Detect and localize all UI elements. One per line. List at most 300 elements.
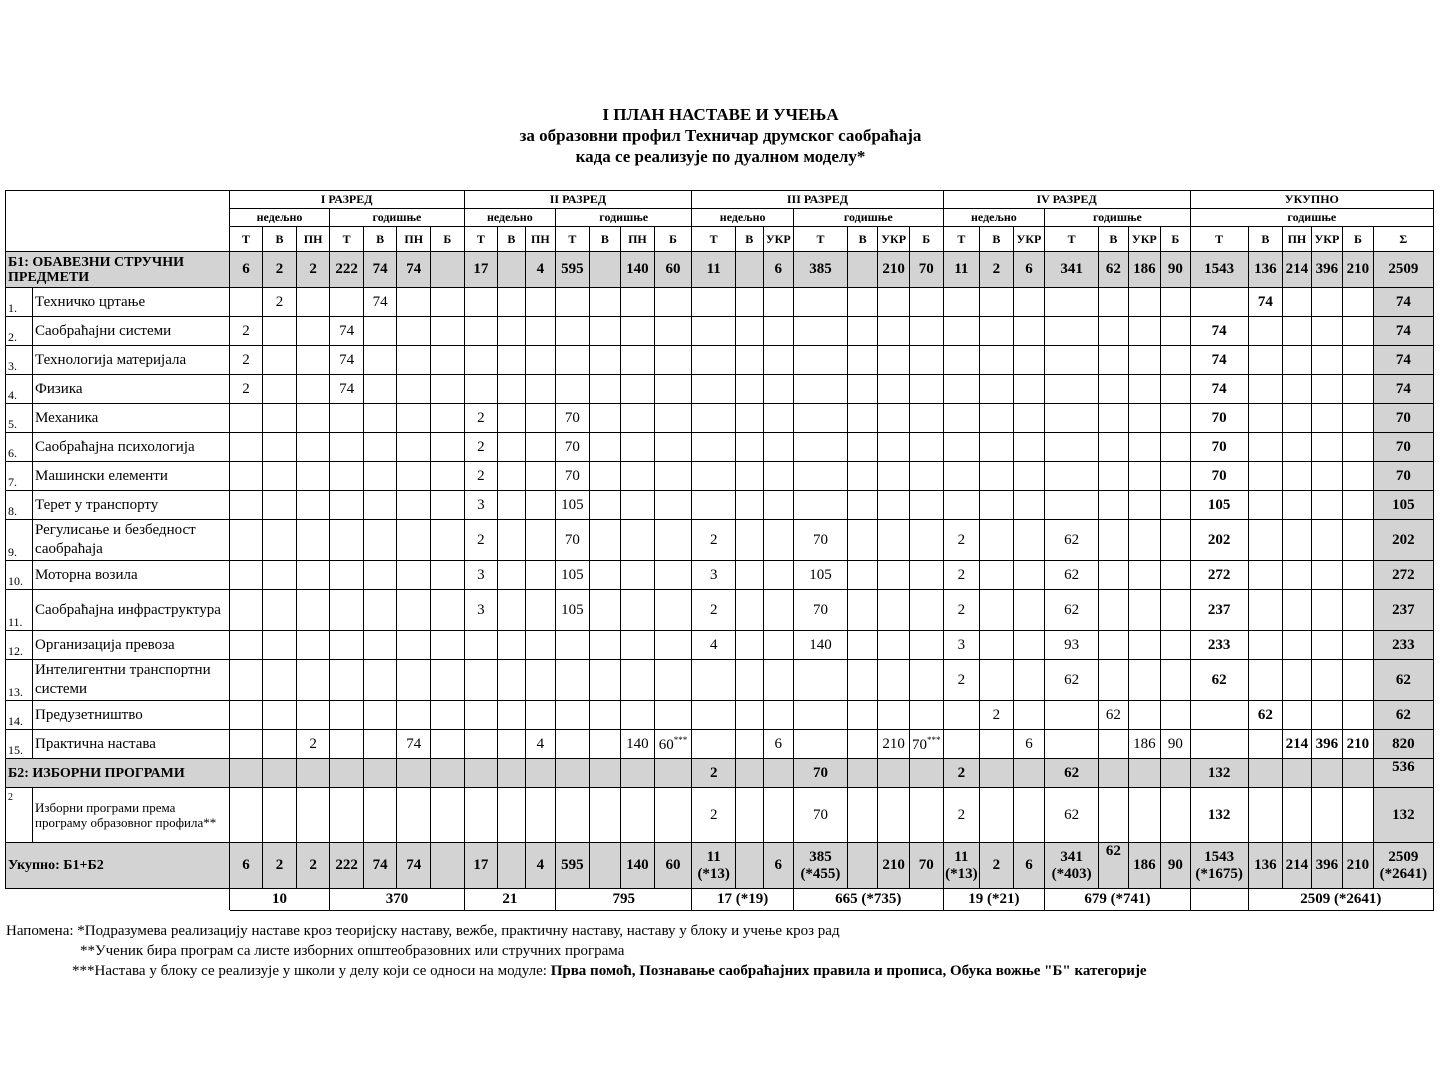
column-header: Т bbox=[1190, 227, 1248, 252]
value-cell bbox=[1099, 491, 1128, 520]
value-cell bbox=[397, 346, 431, 375]
value-cell bbox=[263, 346, 297, 375]
value-cell: 2 bbox=[692, 520, 736, 561]
column-header: Б bbox=[654, 227, 692, 252]
value-cell: 202 bbox=[1373, 520, 1433, 561]
value-cell bbox=[847, 433, 878, 462]
value-cell bbox=[794, 491, 848, 520]
value-cell bbox=[654, 375, 692, 404]
column-header: Т bbox=[229, 227, 263, 252]
column-header: В bbox=[736, 227, 763, 252]
value-cell bbox=[1311, 561, 1343, 590]
value-cell bbox=[980, 404, 1014, 433]
section2-row bbox=[6, 759, 1434, 788]
value-cell: 1543 (*1675) bbox=[1190, 843, 1248, 889]
value-cell bbox=[794, 730, 848, 759]
value-cell bbox=[1128, 375, 1161, 404]
value-cell bbox=[1099, 788, 1128, 843]
value-cell bbox=[1099, 520, 1128, 561]
column-header: УКР bbox=[878, 227, 910, 252]
value-cell: 2 bbox=[943, 561, 980, 590]
value-cell bbox=[263, 491, 297, 520]
value-cell bbox=[1013, 288, 1045, 317]
value-cell bbox=[878, 561, 910, 590]
value-cell bbox=[1161, 317, 1191, 346]
subject-name: Саобраћајни системи bbox=[35, 322, 172, 339]
column-header: ПН bbox=[397, 227, 431, 252]
value-cell: 93 bbox=[1045, 631, 1099, 660]
value-cell: 186 bbox=[1128, 252, 1161, 288]
value-cell bbox=[1283, 288, 1311, 317]
value-cell bbox=[654, 288, 692, 317]
value-cell bbox=[1190, 288, 1248, 317]
value-cell: 2 bbox=[263, 843, 297, 889]
group-header: УКУПНО bbox=[1190, 191, 1433, 209]
value-cell: 70 bbox=[556, 520, 590, 561]
value-cell bbox=[498, 375, 525, 404]
value-cell bbox=[943, 404, 980, 433]
column-header: В bbox=[847, 227, 878, 252]
yearly-header: годишње bbox=[330, 209, 464, 227]
value-cell bbox=[330, 590, 364, 631]
value-cell: 132 bbox=[1373, 788, 1433, 843]
value-cell bbox=[363, 730, 397, 759]
row-number: 7. bbox=[6, 462, 33, 490]
value-cell: 70 bbox=[909, 252, 943, 288]
subject-name: Физика bbox=[35, 380, 83, 397]
value-cell: 4 bbox=[525, 730, 556, 759]
note-1: Напомена: *Подразумева реализацију наставе кроз теоријску наставу, вежбе, практичну наставу, наставу у блоку и учење кроз рад bbox=[6, 923, 840, 939]
value-cell bbox=[430, 346, 464, 375]
value-cell bbox=[464, 701, 498, 730]
row-number: 6. bbox=[6, 433, 33, 461]
value-cell bbox=[1283, 660, 1311, 701]
value-cell bbox=[909, 520, 943, 561]
value-cell bbox=[296, 375, 330, 404]
subject-name: Изборни програми према програму образовног профила** bbox=[35, 800, 217, 830]
value-cell: 536 bbox=[1373, 759, 1433, 788]
value-cell bbox=[692, 317, 736, 346]
value-cell: 2 bbox=[296, 730, 330, 759]
value-cell bbox=[692, 375, 736, 404]
value-cell: 272 bbox=[1373, 561, 1433, 590]
value-cell bbox=[363, 317, 397, 346]
value-cell bbox=[1161, 759, 1191, 788]
title-line-3: када се реализује по дуалном моделу* bbox=[575, 147, 866, 166]
value-cell: 2 bbox=[692, 759, 736, 788]
value-cell: 186 bbox=[1128, 730, 1161, 759]
value-cell: 74 bbox=[1190, 375, 1248, 404]
value-cell bbox=[589, 701, 621, 730]
value-cell bbox=[498, 317, 525, 346]
value-cell bbox=[1248, 590, 1283, 631]
value-cell bbox=[1343, 491, 1374, 520]
column-header: УКР bbox=[1311, 227, 1343, 252]
value-cell bbox=[909, 590, 943, 631]
value-cell bbox=[847, 843, 878, 889]
value-cell bbox=[1013, 404, 1045, 433]
value-cell bbox=[589, 252, 621, 288]
value-cell: 136 bbox=[1248, 843, 1283, 889]
total-row bbox=[6, 843, 1434, 889]
value-cell bbox=[736, 252, 763, 288]
value-cell: 6 bbox=[229, 252, 263, 288]
value-cell bbox=[589, 433, 621, 462]
value-cell bbox=[397, 404, 431, 433]
value-cell bbox=[794, 375, 848, 404]
value-cell bbox=[525, 759, 556, 788]
value-cell: 132 bbox=[1190, 788, 1248, 843]
row-number: 2 bbox=[6, 788, 33, 842]
row-number: 1. bbox=[6, 288, 33, 316]
value-cell bbox=[878, 462, 910, 491]
subject-name: Техничко цртање bbox=[35, 293, 146, 310]
value-cell bbox=[909, 404, 943, 433]
value-cell bbox=[1128, 590, 1161, 631]
value-cell bbox=[589, 590, 621, 631]
value-cell bbox=[1283, 375, 1311, 404]
column-header: ПН bbox=[621, 227, 655, 252]
value-cell bbox=[330, 701, 364, 730]
value-cell bbox=[589, 375, 621, 404]
value-cell bbox=[878, 759, 910, 788]
value-cell bbox=[1128, 561, 1161, 590]
value-cell bbox=[397, 433, 431, 462]
value-cell bbox=[1343, 590, 1374, 631]
value-cell bbox=[1248, 375, 1283, 404]
value-cell bbox=[1343, 631, 1374, 660]
value-cell: 74 bbox=[330, 375, 364, 404]
value-cell: 74 bbox=[1373, 346, 1433, 375]
subject-label-cell bbox=[6, 375, 230, 404]
value-cell bbox=[498, 631, 525, 660]
value-cell: 272 bbox=[1190, 561, 1248, 590]
value-cell bbox=[1099, 462, 1128, 491]
column-header: Т bbox=[943, 227, 980, 252]
value-cell bbox=[589, 520, 621, 561]
row-number: 13. bbox=[6, 660, 33, 700]
value-cell bbox=[363, 590, 397, 631]
value-cell bbox=[763, 759, 794, 788]
subject-name: Машински елементи bbox=[35, 467, 168, 484]
value-cell bbox=[430, 462, 464, 491]
value-cell bbox=[909, 561, 943, 590]
value-cell bbox=[654, 660, 692, 701]
value-cell bbox=[296, 288, 330, 317]
value-cell bbox=[229, 788, 263, 843]
yearly-header: годишње bbox=[1190, 209, 1433, 227]
subject-name: Интелигентни транспортни системи bbox=[35, 662, 211, 697]
section-label: Б2: ИЗБОРНИ ПРОГРАМИ bbox=[6, 759, 230, 788]
value-cell bbox=[1161, 520, 1191, 561]
value-cell bbox=[1248, 317, 1283, 346]
value-cell bbox=[692, 433, 736, 462]
value-cell bbox=[589, 843, 621, 889]
value-cell bbox=[1283, 462, 1311, 491]
value-cell bbox=[430, 730, 464, 759]
value-cell bbox=[464, 788, 498, 843]
value-cell: 2 bbox=[464, 462, 498, 491]
value-cell bbox=[525, 491, 556, 520]
value-cell bbox=[464, 288, 498, 317]
value-cell bbox=[1128, 660, 1161, 701]
value-cell: 2509 bbox=[1373, 252, 1433, 288]
value-cell: 2 bbox=[943, 759, 980, 788]
value-cell bbox=[397, 660, 431, 701]
value-cell bbox=[692, 491, 736, 520]
subject-row bbox=[6, 701, 1434, 730]
value-cell bbox=[1248, 433, 1283, 462]
value-cell bbox=[980, 317, 1014, 346]
value-cell bbox=[736, 317, 763, 346]
subject-label-cell bbox=[6, 462, 230, 491]
value-cell bbox=[736, 375, 763, 404]
value-cell bbox=[878, 631, 910, 660]
value-cell bbox=[654, 590, 692, 631]
value-cell bbox=[847, 491, 878, 520]
value-cell bbox=[1013, 520, 1045, 561]
value-cell bbox=[847, 520, 878, 561]
value-cell bbox=[556, 660, 590, 701]
value-cell: 2 bbox=[980, 843, 1014, 889]
value-cell bbox=[943, 433, 980, 462]
value-cell bbox=[621, 590, 655, 631]
value-cell bbox=[847, 404, 878, 433]
value-cell bbox=[525, 433, 556, 462]
value-cell bbox=[1161, 433, 1191, 462]
value-cell bbox=[763, 491, 794, 520]
value-cell bbox=[363, 433, 397, 462]
value-cell bbox=[980, 288, 1014, 317]
value-cell bbox=[1045, 375, 1099, 404]
value-cell bbox=[363, 701, 397, 730]
value-cell bbox=[763, 375, 794, 404]
value-cell bbox=[229, 730, 263, 759]
subject-row bbox=[6, 462, 1434, 491]
subject-label-cell bbox=[6, 590, 230, 631]
value-cell bbox=[1283, 788, 1311, 843]
value-cell bbox=[263, 660, 297, 701]
value-cell: 60 bbox=[654, 843, 692, 889]
column-header: Т bbox=[330, 227, 364, 252]
row-number: 14. bbox=[6, 701, 33, 729]
value-cell: 105 bbox=[794, 561, 848, 590]
value-cell bbox=[397, 288, 431, 317]
column-header: В bbox=[363, 227, 397, 252]
value-cell bbox=[229, 288, 263, 317]
value-cell bbox=[878, 491, 910, 520]
value-cell bbox=[397, 561, 431, 590]
subject-row bbox=[6, 491, 1434, 520]
subject-row bbox=[6, 520, 1434, 561]
row-number: 4. bbox=[6, 375, 33, 403]
sum-cell: 370 bbox=[330, 889, 464, 911]
value-cell bbox=[296, 788, 330, 843]
value-cell bbox=[589, 462, 621, 491]
sum-cell: 795 bbox=[556, 889, 692, 911]
value-cell: 74 bbox=[330, 317, 364, 346]
value-cell bbox=[229, 491, 263, 520]
value-cell bbox=[1343, 462, 1374, 491]
value-cell: 132 bbox=[1190, 759, 1248, 788]
value-cell: 74 bbox=[363, 288, 397, 317]
value-cell bbox=[878, 288, 910, 317]
subject-label-cell bbox=[6, 288, 230, 317]
value-cell bbox=[692, 288, 736, 317]
subject-label-cell bbox=[6, 404, 230, 433]
value-cell bbox=[229, 433, 263, 462]
column-header: Б bbox=[1161, 227, 1191, 252]
value-cell: 70 bbox=[909, 843, 943, 889]
value-cell: 60 bbox=[654, 252, 692, 288]
value-cell bbox=[847, 590, 878, 631]
value-cell bbox=[229, 462, 263, 491]
value-cell bbox=[878, 788, 910, 843]
value-cell bbox=[1311, 590, 1343, 631]
value-cell bbox=[363, 375, 397, 404]
value-cell bbox=[878, 346, 910, 375]
value-cell: 74 bbox=[363, 252, 397, 288]
value-cell bbox=[1045, 433, 1099, 462]
value-cell bbox=[430, 252, 464, 288]
sum-cell: 679 (*741) bbox=[1045, 889, 1190, 911]
value-cell: 3 bbox=[692, 561, 736, 590]
value-cell bbox=[654, 520, 692, 561]
subject-name: Технологија материјала bbox=[35, 351, 187, 368]
value-cell: 341 (*403) bbox=[1045, 843, 1099, 889]
value-cell bbox=[909, 631, 943, 660]
value-cell bbox=[430, 433, 464, 462]
value-cell bbox=[296, 433, 330, 462]
subject-label-cell bbox=[6, 631, 230, 660]
value-cell bbox=[525, 660, 556, 701]
value-cell: 62 bbox=[1045, 561, 1099, 590]
value-cell bbox=[589, 346, 621, 375]
row-number: 2. bbox=[6, 317, 33, 345]
weekly-yearly-sum-row bbox=[6, 889, 1434, 911]
value-cell bbox=[980, 631, 1014, 660]
value-cell: 3 bbox=[464, 561, 498, 590]
value-cell bbox=[498, 346, 525, 375]
subject-label-cell bbox=[6, 491, 230, 520]
value-cell bbox=[654, 631, 692, 660]
subject-label-cell bbox=[6, 317, 230, 346]
value-cell bbox=[296, 491, 330, 520]
value-cell bbox=[1013, 491, 1045, 520]
group-header: III РАЗРЕД bbox=[692, 191, 943, 209]
value-cell bbox=[847, 730, 878, 759]
value-cell bbox=[589, 730, 621, 759]
value-cell bbox=[1311, 317, 1343, 346]
value-cell bbox=[1013, 346, 1045, 375]
value-cell bbox=[763, 590, 794, 631]
sum-cell: 2509 (*2641) bbox=[1248, 889, 1433, 911]
value-cell bbox=[878, 433, 910, 462]
column-header: В bbox=[1248, 227, 1283, 252]
value-cell bbox=[525, 788, 556, 843]
value-cell: 6 bbox=[1013, 252, 1045, 288]
note-3 bbox=[6, 961, 1147, 981]
value-cell bbox=[763, 788, 794, 843]
value-cell bbox=[1013, 631, 1045, 660]
value-cell bbox=[397, 375, 431, 404]
value-cell bbox=[621, 288, 655, 317]
value-cell: 140 bbox=[621, 843, 655, 889]
value-cell: 3 bbox=[464, 491, 498, 520]
subject-label-cell bbox=[6, 730, 230, 759]
value-cell bbox=[794, 660, 848, 701]
value-cell: 237 bbox=[1373, 590, 1433, 631]
value-cell: 4 bbox=[525, 252, 556, 288]
value-cell bbox=[1248, 346, 1283, 375]
column-header: В bbox=[498, 227, 525, 252]
value-cell: 62 bbox=[1045, 590, 1099, 631]
value-cell bbox=[794, 317, 848, 346]
value-cell: 4 bbox=[692, 631, 736, 660]
value-cell bbox=[498, 252, 525, 288]
value-cell bbox=[464, 317, 498, 346]
value-cell: 214 bbox=[1283, 843, 1311, 889]
value-cell bbox=[1283, 701, 1311, 730]
value-cell bbox=[1248, 759, 1283, 788]
value-cell bbox=[330, 404, 364, 433]
value-cell bbox=[1013, 561, 1045, 590]
value-cell bbox=[654, 491, 692, 520]
value-cell bbox=[736, 404, 763, 433]
value-cell bbox=[1343, 288, 1374, 317]
value-cell bbox=[556, 788, 590, 843]
subject-row bbox=[6, 404, 1434, 433]
value-cell bbox=[430, 759, 464, 788]
value-cell bbox=[464, 375, 498, 404]
value-cell bbox=[430, 317, 464, 346]
value-cell bbox=[1013, 660, 1045, 701]
corner-cell bbox=[6, 191, 230, 252]
value-cell bbox=[498, 590, 525, 631]
value-cell: 70 bbox=[794, 520, 848, 561]
notes bbox=[6, 921, 1147, 981]
subject-name: Моторна возила bbox=[35, 566, 138, 583]
value-cell bbox=[589, 561, 621, 590]
value-cell: 70 bbox=[556, 404, 590, 433]
value-cell: 62 bbox=[1045, 520, 1099, 561]
value-cell: 74 bbox=[1373, 317, 1433, 346]
column-header: В bbox=[980, 227, 1014, 252]
value-cell bbox=[980, 730, 1014, 759]
value-cell bbox=[1128, 631, 1161, 660]
subject-row bbox=[6, 317, 1434, 346]
column-header: В bbox=[263, 227, 297, 252]
value-cell bbox=[1283, 404, 1311, 433]
column-header: Б bbox=[1343, 227, 1374, 252]
value-cell bbox=[909, 288, 943, 317]
value-cell: 105 bbox=[556, 561, 590, 590]
value-cell: 62 bbox=[1373, 660, 1433, 701]
value-cell: 2 bbox=[263, 252, 297, 288]
column-header: В bbox=[589, 227, 621, 252]
value-cell bbox=[621, 520, 655, 561]
value-cell bbox=[1161, 701, 1191, 730]
value-cell: 70 bbox=[1373, 462, 1433, 491]
value-cell bbox=[263, 701, 297, 730]
value-cell bbox=[1128, 491, 1161, 520]
sum-cell bbox=[1190, 889, 1248, 911]
subject-row bbox=[6, 433, 1434, 462]
value-cell: 2 bbox=[943, 788, 980, 843]
value-cell bbox=[1311, 759, 1343, 788]
value-cell bbox=[1128, 520, 1161, 561]
value-cell: 2 bbox=[296, 843, 330, 889]
